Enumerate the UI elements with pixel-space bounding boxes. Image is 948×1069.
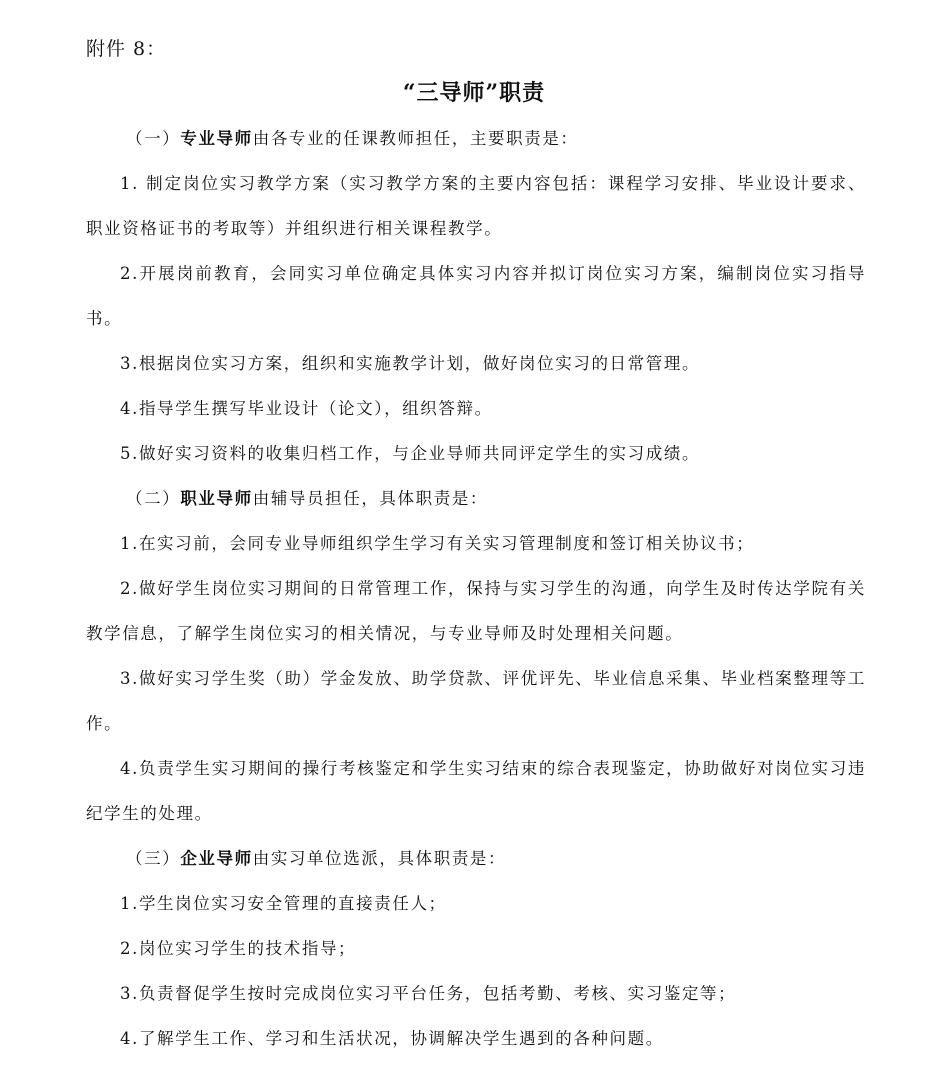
duty-item: 4.指导学生撰写毕业设计（论文），组织答辩。 bbox=[120, 399, 493, 418]
section-description: 由各专业的任课教师担任，主要职责是： bbox=[252, 129, 579, 148]
section-prefix: （三） bbox=[126, 849, 181, 868]
duty-item: 3.做好实习学生奖（助）学金发放、助学贷款、评优评先、毕业信息采集、毕业档案整理等工作。 bbox=[86, 669, 866, 733]
section-description: 由辅导员担任，具体职责是： bbox=[252, 489, 489, 508]
section-prefix: （二） bbox=[126, 489, 181, 508]
duty-item: 3.根据岗位实习方案，组织和实施教学计划，做好岗位实习的日常管理。 bbox=[120, 354, 701, 373]
duty-item: 1.在实习前，会同专业导师组织学生学习有关实习管理制度和签订相关协议书； bbox=[120, 534, 755, 553]
attachment-label: 附件 8： bbox=[86, 38, 167, 60]
section-heading bbox=[86, 116, 866, 161]
document-body bbox=[86, 116, 866, 1061]
duty-item: 1.学生岗位实习安全管理的直接责任人； bbox=[120, 894, 447, 913]
section-description: 由实习单位选派，具体职责是： bbox=[252, 849, 507, 868]
duty-item: 2.岗位实习学生的技术指导； bbox=[120, 939, 357, 958]
section-heading bbox=[86, 476, 866, 521]
section-prefix: （一） bbox=[126, 129, 181, 148]
section-heading bbox=[86, 836, 866, 881]
document-title: “三导师”职责 bbox=[402, 80, 546, 106]
duty-item: 1. 制定岗位实习教学方案（实习教学方案的主要内容包括：课程学习安排、毕业设计要求、职业资格证书的考取等）并组织进行相关课程教学。 bbox=[86, 174, 866, 238]
duty-item: 5.做好实习资料的收集归档工作，与企业导师共同评定学生的实习成绩。 bbox=[120, 444, 701, 463]
section-role: 企业导师 bbox=[180, 849, 253, 868]
duty-item: 3.负责督促学生按时完成岗位实习平台任务，包括考勤、考核、实习鉴定等； bbox=[120, 984, 737, 1003]
section-role: 职业导师 bbox=[180, 489, 253, 508]
section-role: 专业导师 bbox=[180, 129, 253, 148]
duty-item: 2.做好学生岗位实习期间的日常管理工作，保持与实习学生的沟通，向学生及时传达学院有关教学信息，了解学生岗位实习的相关情况，与专业导师及时处理相关问题。 bbox=[86, 579, 866, 643]
duty-item: 4.负责学生实习期间的操行考核鉴定和学生实习结束的综合表现鉴定，协助做好对岗位实习违纪学生的处理。 bbox=[86, 759, 866, 823]
duty-item: 2.开展岗前教育，会同实习单位确定具体实习内容并拟订岗位实习方案，编制岗位实习指导书。 bbox=[86, 264, 866, 328]
duty-item: 4.了解学生工作、学习和生活状况，协调解决学生遇到的各种问题。 bbox=[120, 1029, 664, 1048]
